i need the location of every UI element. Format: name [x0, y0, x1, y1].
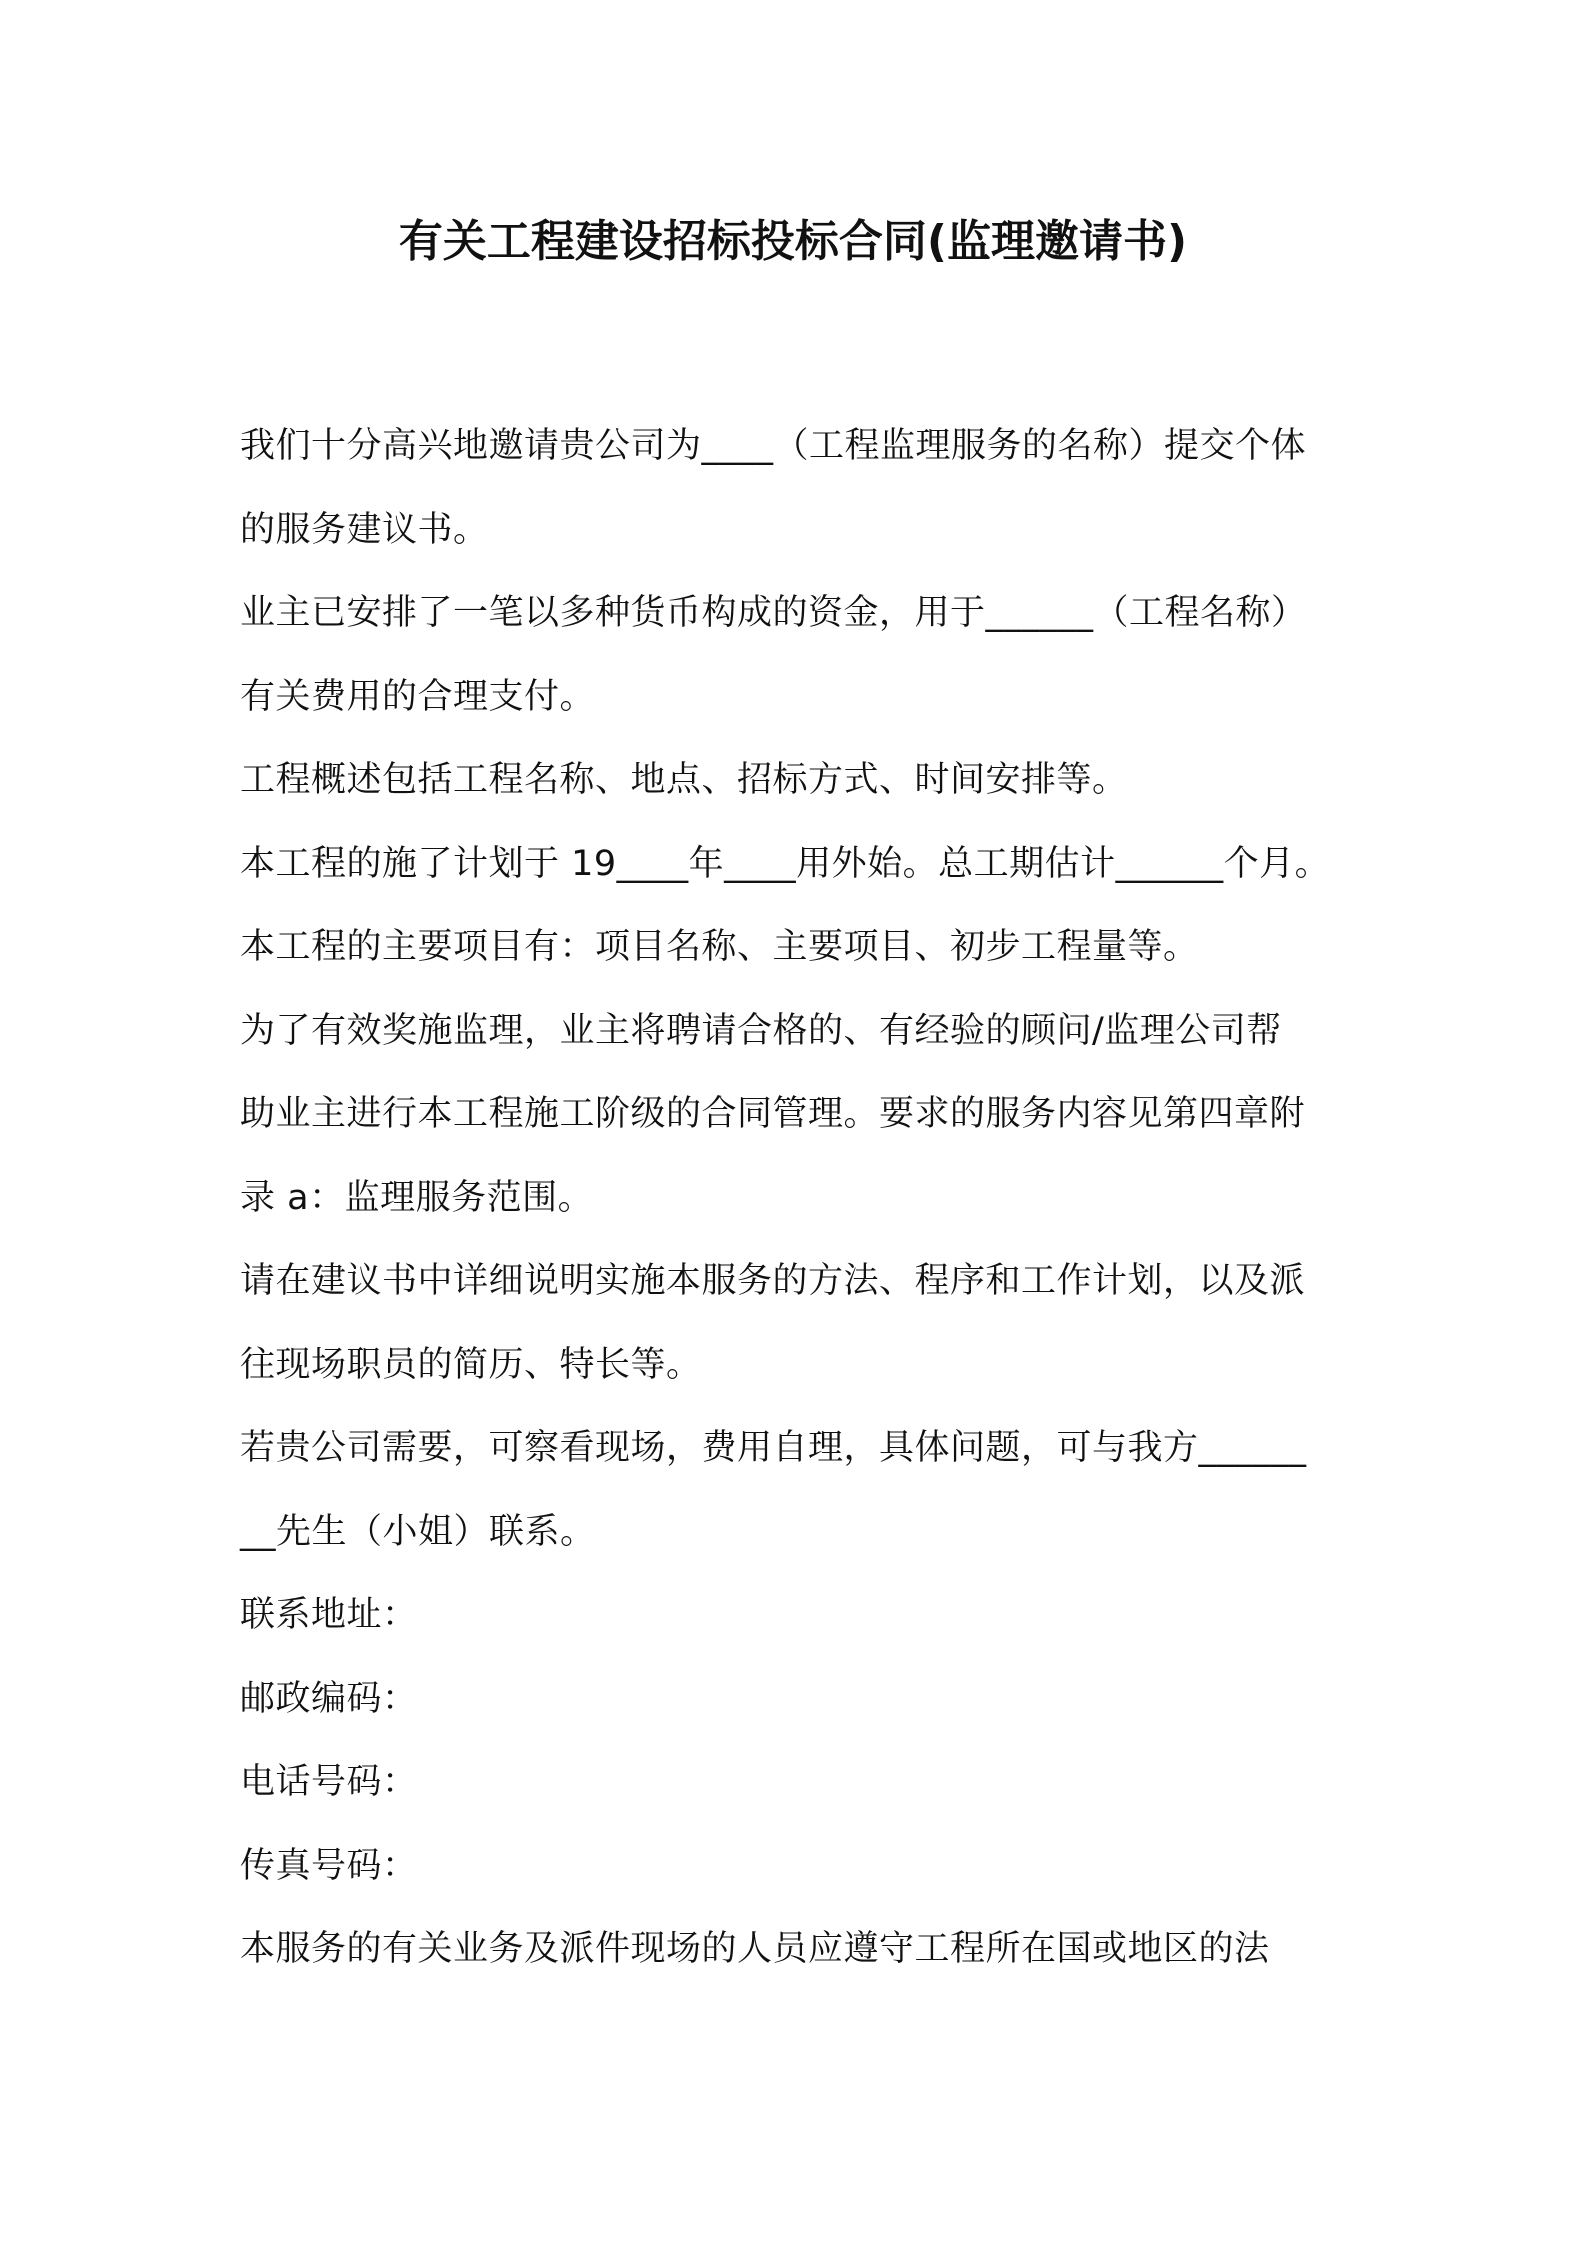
- body-line: 请在建议书中详细说明实施本服务的方法、程序和工作计划，以及派: [240, 1261, 1306, 1301]
- document-title: 有关工程建设招标投标合同(监理邀请书): [398, 216, 1188, 267]
- body-line: 本服务的有关业务及派件现场的人员应遵守工程所在国或地区的法: [240, 1929, 1270, 1969]
- body-line: 助业主进行本工程施工阶级的合同管理。要求的服务内容见第四章附: [240, 1094, 1306, 1134]
- body-line: 若贵公司需要，可察看现场，费用自理，具体问题，可与我方______: [240, 1428, 1307, 1468]
- body-line: 我们十分高兴地邀请贵公司为____（工程监理服务的名称）提交个体: [240, 426, 1307, 466]
- body-line: 为了有效奖施监理，业主将聘请合格的、有经验的顾问/监理公司帮: [240, 1010, 1282, 1051]
- postal-code-label: 邮政编码：: [240, 1678, 418, 1719]
- phone-number-label: 电话号码：: [240, 1762, 418, 1802]
- body-line: 的服务建议书。: [240, 509, 489, 550]
- body-line: 往现场职员的简历、特长等。: [240, 1344, 702, 1385]
- document-body: [240, 405, 1360, 1992]
- body-line: 录 a：监理服务范围。: [240, 1177, 594, 1218]
- contact-address-label: 联系地址：: [240, 1595, 418, 1635]
- body-line: __先生（小姐）联系。: [240, 1511, 596, 1552]
- body-line: 本工程的主要项目有：项目名称、主要项目、初步工程量等。: [240, 927, 1199, 967]
- body-line: 本工程的施了计划于 19____年____用外始。总工期估计______个月。: [240, 843, 1331, 884]
- body-line: 业主已安排了一笔以多种货币构成的资金，用于______（工程名称）: [240, 593, 1307, 633]
- fax-number-label: 传真号码：: [240, 1845, 418, 1886]
- body-line: 工程概述包括工程名称、地点、招标方式、时间安排等。: [240, 760, 1128, 800]
- body-line: 有关费用的合理支付。: [240, 676, 596, 717]
